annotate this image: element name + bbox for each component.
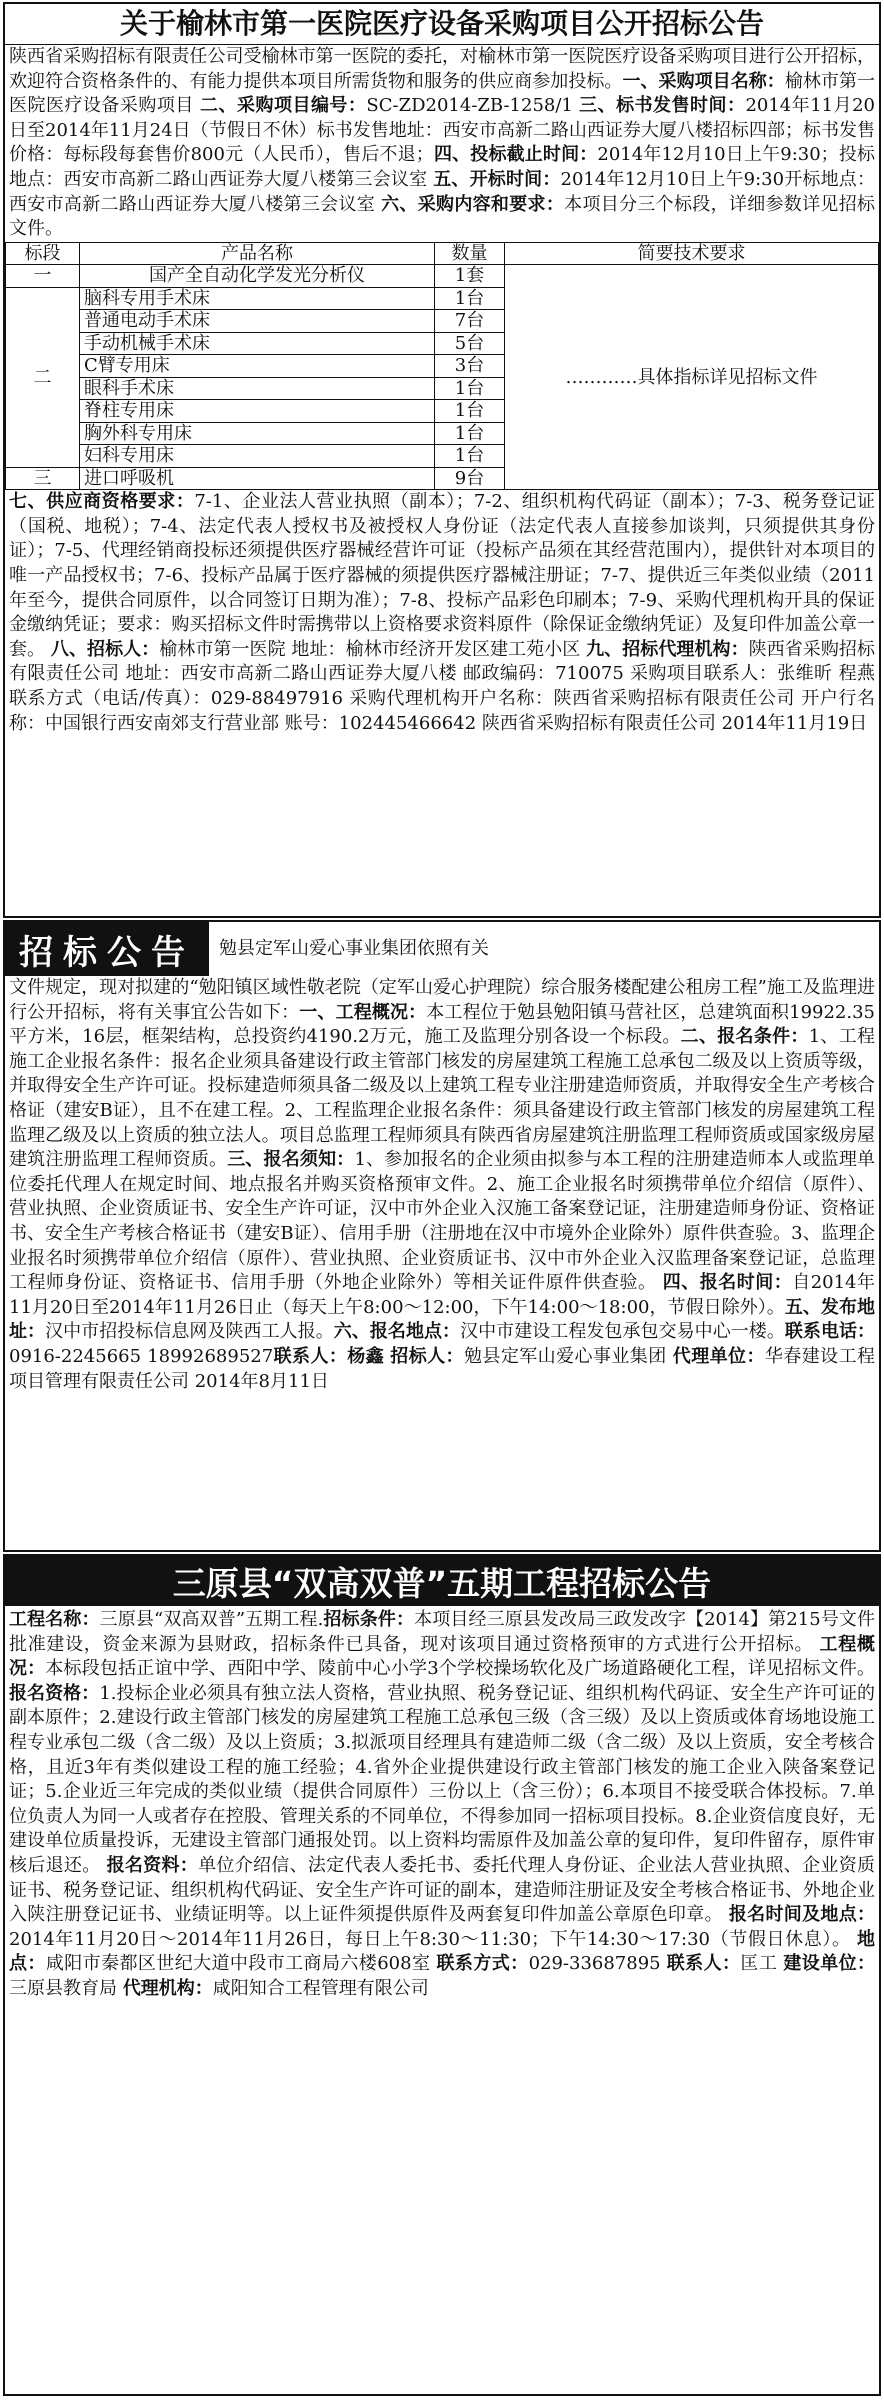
- overview-text: 本工程位于勉县勉阳镇马营社区，总建筑面积19922.35平方米，16层，框架结构，总投资约4190.2万元，施工及监理分别各设一个标段。: [9, 1001, 876, 1048]
- heading-sale-time: 三、标书发售时间：: [579, 95, 746, 117]
- heading-content: 六、采购内容和要求：: [381, 193, 565, 215]
- registration-time-text: 自2014年11月20日至2014年11月26日止（每天上午8:00～12:00，下午14:00～18:00，节假日除外）。: [9, 1272, 876, 1318]
- heading-tenderer: 八、招标人：: [50, 638, 160, 660]
- tech-requirement-text: 具体指标详见招标文件: [637, 366, 818, 388]
- tech-requirement: …………具体指标详见招标文件: [505, 265, 879, 490]
- product-name: C臂专用床: [80, 355, 435, 378]
- heading-documents: 报名资料：: [106, 1854, 199, 1876]
- heading-client: 建设单位：: [783, 1953, 876, 1975]
- product-name: 手动机械手术床: [80, 332, 435, 355]
- tenderer-text: 勉县定军山爱心事业集团: [463, 1345, 667, 1367]
- product-name: 眼科手术床: [80, 377, 435, 400]
- notice-mianxian: [3, 920, 881, 1552]
- heading-registration-place: 六、报名地点：: [333, 1321, 461, 1343]
- contact-text: 杨鑫: [347, 1345, 385, 1367]
- notice-yulin-hospital: [3, 2, 881, 918]
- place-text: 咸阳市秦都区世纪大道中段市工商局六楼608室: [45, 1953, 431, 1975]
- conditions-text: 本项目经三原县发改局三政发改字【2014】第215号文件批准建设，资金来源为县财政，招标条件已具备，现对该项目通过资格预审的方式进行公开招标。: [9, 1609, 876, 1655]
- heading-publish: 五、发布地址：: [9, 1296, 876, 1343]
- contact-text: 匡工: [740, 1953, 778, 1975]
- product-quantity: 3台: [435, 355, 505, 378]
- heading-qualification: 报名资格：: [9, 1682, 100, 1704]
- lot-number: 一: [6, 265, 80, 288]
- product-name: 脑科专用手术床: [80, 287, 435, 310]
- newspaper-page: [0, 2, 884, 2402]
- product-quantity: 1台: [435, 445, 505, 468]
- agency-text: 咸阳知合工程管理有限公司: [212, 1977, 429, 1999]
- notice-sanyuan: [3, 1554, 881, 2396]
- notice-body: [5, 1606, 879, 2002]
- overview-text: 本标段包括正谊中学、西阳中学、陵前中心小学3个学校操场软化及广场道路硬化工程，详见招标文件。: [45, 1658, 876, 1680]
- banner-row: [5, 922, 879, 976]
- heading-conditions: 招标条件：: [323, 1609, 415, 1630]
- notice-date: 2014年8月11日: [194, 1370, 329, 1392]
- product-quantity: 5台: [435, 332, 505, 355]
- project-name: 三原县“双高双普”五期工程.: [99, 1609, 324, 1630]
- heading-project-name: 一、采购项目名称：: [622, 70, 785, 92]
- notice-title: 关于榆林市第一医院医疗设备采购项目公开招标公告: [5, 4, 879, 45]
- heading-registration-time: 报名时间及地点：: [728, 1904, 875, 1926]
- client-text: 三原县教育局: [9, 1977, 117, 1999]
- product-name: 脊柱专用床: [80, 400, 435, 423]
- sale-time-text: 2014年11月20日至2014年11月24日（节假日不休）标书发售地址：西安市高新二路山西证券大厦八楼招标四部；标书发售价格：每标段每套售价800元（人民币），售后不退；: [9, 95, 876, 166]
- product-quantity: 1台: [435, 400, 505, 423]
- notice-signature: 陕西省采购招标有限责任公司 2014年11月19日: [481, 712, 868, 734]
- heading-tenderer: 招标人：: [390, 1345, 464, 1367]
- documents-text: 单位介绍信、法定代表人委托书、委托代理人身份证、企业法人营业执照、企业资质证书、税务登记证、组织机构代码证、安全生产许可证的副本，建造师注册证及安全考核合格证书、外地企业入陕注册登记证书、业绩证明等。以上证件须提供原件及两套复印件加盖公章原色印章。: [9, 1854, 876, 1926]
- notice-body: [5, 976, 879, 1394]
- heading-phone: 联系电话：: [784, 1321, 876, 1343]
- heading-opening-time: 五、开标时间：: [433, 168, 561, 190]
- qualification-text: 7-1、企业法人营业执照（副本）；7-2、组织机构代码证（副本）；7-3、税务登记证（国税、地税）；7-4、法定代表人授权书及被授权人身份证（法定代表人直接参加谈判，只须提供其身份证）；7-5、代理经销商投标还须提供医疗器械经营许可证（投标产品须在其经营范围内），提供针对本项目的唯一产品授权书；7-6、投标产品属于医疗器械的须提供医疗器械注册证；7-7、提供近三年类似业绩（2011年至今，提供合同原件，以合同签订日期为准）；7-8、投标产品彩色印刷本；7-9、采购代理机构开具的保证金缴纳凭证；要求：购买招标文件时需携带以上资格要求资料原件（除保证金缴纳凭证）及复印件加盖公章一套。: [9, 491, 875, 660]
- product-quantity: 1台: [435, 422, 505, 445]
- heading-project-number: 二、采购项目编号：: [200, 95, 367, 117]
- product-quantity: 9台: [435, 467, 505, 490]
- heading-place: 地点：: [9, 1928, 875, 1975]
- tenderer-text: 榆林市第一医院 地址：榆林市经济开发区建工苑小区: [159, 638, 581, 660]
- product-name: 胸外科专用床: [80, 422, 435, 445]
- agency-text: 华春建设工程项目管理有限责任公司: [9, 1345, 875, 1392]
- notice-body-top: [5, 45, 879, 242]
- product-quantity: 1套: [435, 265, 505, 288]
- product-name: 妇科专用床: [80, 445, 435, 468]
- agency-text: 陕西省采购招标有限责任公司 地址：西安市高新二路山西证券大厦八楼 邮政编码：710075 采购项目联系人：张维昕 程燕 联系方式（电话/传真）：029-88497916 采购代理机构开户名称：陕西省采购招标有限责任公司 开户行名称：中国银行西安南郊支行营业部 账号：102445466642: [9, 638, 875, 734]
- opening-time-text: 2014年12月10日上午9:30开标地点：西安市高新二路山西证券大厦八楼第三会议室: [9, 168, 875, 215]
- lots-table: [5, 242, 879, 491]
- banner-first-line: 勉县定军山爱心事业集团依照有关: [219, 937, 489, 959]
- lot-number: 二: [6, 287, 80, 467]
- col-header-product: 产品名称: [80, 242, 435, 265]
- product-quantity: 1台: [435, 287, 505, 310]
- content-text: 本项目分三个标段，详细参数详见招标文件。: [9, 193, 876, 240]
- product-name: 进口呼吸机: [80, 467, 435, 490]
- deadline-text: 2014年12月10日上午9:30；投标地点：西安市高新二路山西证券大厦八楼第三会议室: [9, 144, 875, 190]
- heading-overview: 一、工程概况：: [299, 1001, 427, 1023]
- conditions-text: 1、工程施工企业报名条件：报名企业须具备建设行政主管部门核发的房屋建筑工程施工总承包二级及以上资质等级，并取得安全生产许可证。投标建造师须具备二级及以上建筑工程专业注册建造师资质，并取得安全生产考核合格证（建安B证），且不在建工程。2、工程监理企业报名条件：须具备建设行政主管部门核发的房屋建筑工程监理乙级及以上资质的独立法人。项目总监理工程师须具有陕西省房屋建筑注册监理工程师资质或国家级房屋建筑注册监理工程师资质。: [9, 1026, 876, 1171]
- publish-text: 汉中市招投标信息网及陕西工人报。: [45, 1321, 334, 1343]
- heading-contact-method: 联系方式：: [436, 1953, 529, 1975]
- lot-number: 三: [6, 467, 80, 490]
- heading-agency: 代理单位：: [672, 1345, 765, 1367]
- col-header-lot: 标段: [6, 242, 80, 265]
- registration-place-text: 汉中市建设工程发包承包交易中心一楼。: [460, 1321, 785, 1343]
- product-quantity: 1台: [435, 377, 505, 400]
- intro-text: 陕西省采购招标有限责任公司受榆林市第一医院的委托，对榆林市第一医院医疗设备采购项目进行公开招标，欢迎符合资格条件的、有能力提供本项目所需货物和服务的供应商参加投标。: [9, 46, 875, 92]
- col-header-tech: 简要技术要求: [505, 242, 879, 265]
- heading-qualification: 七、供应商资格要求：: [9, 491, 195, 513]
- banner-title: 招标公告: [5, 922, 209, 976]
- project-name: 榆林市第一医院医疗设备采购项目: [9, 70, 876, 117]
- product-name: 国产全自动化学发光分析仪: [80, 265, 435, 288]
- qualification-text: 1.投标企业必须具有独立法人资格，营业执照、税务登记证、组织机构代码证、安全生产许可证的副本原件；2.建设行政主管部门核发的房屋建筑工程施工总承包三级（含三级）及以上资质或体育场地设施工程专业承包二级（含二级）及以上资质；3.拟派项目经理具有建造师二级（含二级）及以上资质，安全考核合格，且近3年有类似建设工程的施工经验；4.省外企业提供建设行政主管部门核发的施工企业入陕备案登记证；5.企业近三年完成的类似业绩（提供合同原件）三份以上（含三份）；6.本项目不接受联合体投标。7.单位负责人为同一人或者存在控股、管理关系的不同单位，不得参加同一招标项目投标。8.企业资信度良好，无建设单位质量投诉，无建设主管部门通报处罚。以上资料均需原件及加盖公章的复印件，复印件留存，原件审核后退还。: [9, 1682, 876, 1876]
- heading-conditions: 二、报名条件：: [680, 1026, 809, 1048]
- intro-text: 文件规定，现对拟建的“勉阳镇区域性敬老院（定军山爱心护理院）综合服务楼配建公租房工程”施工及监理进行公开招标，将有关事宜公告如下：: [9, 977, 875, 1023]
- heading-notes: 三、报名须知：: [227, 1149, 355, 1171]
- phone-text: 0916-2245665 18992689527: [9, 1345, 274, 1367]
- heading-contact: 联系人：: [273, 1345, 348, 1367]
- heading-agency: 代理机构：: [122, 1977, 213, 1999]
- lots-table-header: [6, 242, 879, 265]
- heading-registration-time: 四、报名时间：: [662, 1272, 793, 1294]
- heading-deadline: 四、投标截止时间：: [433, 144, 598, 166]
- table-row: [6, 265, 879, 288]
- contact-method-text: 029-33687895: [528, 1953, 661, 1975]
- notice-title: 三原县“双高双普”五期工程招标公告: [5, 1556, 879, 1606]
- col-header-quantity: 数量: [435, 242, 505, 265]
- notes-text: 1、参加报名的企业须由拟参与本工程的注册建造师本人或监理单位委托代理人在规定时间、地点报名并购买资格预审文件。2、施工企业报名时须携带单位介绍信（原件）、营业执照、企业资质证书、安全生产许可证，汉中市外企业入汉施工备案登记证，注册建造师身份证、资格证书、安全生产考核合格证书（建安B证）、信用手册（注册地在汉中市境外企业除外）原件供查验。3、监理企业报名时须携带单位介绍信（原件）、营业执照、企业资质证书、汉中市外企业入汉监理备案登记证，总监理工程师身份证、资格证书、信用手册（外地企业除外）等相关证件原件供查验。: [9, 1149, 876, 1294]
- registration-time-text: 2014年11月20日～2014年11月26日，每日上午8:30～11:30；下午14:30～17:30（节假日休息）。: [9, 1928, 851, 1950]
- project-number: SC-ZD2014-ZB-1258/1: [366, 95, 573, 117]
- heading-overview: 工程概况：: [9, 1633, 876, 1680]
- heading-project-name: 工程名称：: [9, 1609, 100, 1630]
- notice-body-bottom: [5, 490, 879, 736]
- product-quantity: 7台: [435, 310, 505, 333]
- heading-contact: 联系人：: [666, 1953, 741, 1975]
- product-name: 普通电动手术床: [80, 310, 435, 333]
- heading-agency: 九、招标代理机构：: [586, 638, 749, 660]
